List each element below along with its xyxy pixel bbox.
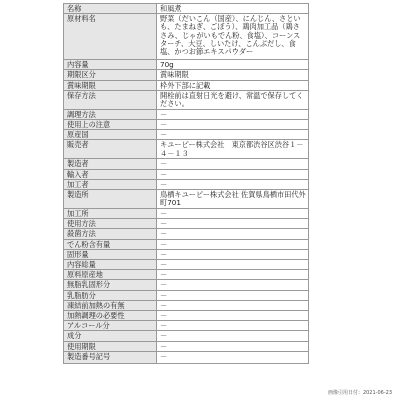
spec-row-label: 賞味期限 bbox=[64, 80, 157, 90]
spec-row-value: 賞味期限 bbox=[157, 70, 309, 80]
spec-row-value: － bbox=[157, 270, 309, 280]
spec-row-value: － bbox=[157, 260, 309, 270]
spec-row bbox=[64, 219, 309, 229]
spec-row bbox=[64, 190, 309, 209]
spec-row-label: 内容総量 bbox=[64, 260, 157, 270]
spec-row-label: 名称 bbox=[64, 4, 157, 14]
spec-row-label: 製造番号記号 bbox=[64, 351, 157, 363]
spec-row bbox=[64, 331, 309, 341]
spec-row bbox=[64, 351, 309, 363]
spec-row-label: 殺菌方法 bbox=[64, 229, 157, 239]
spec-row bbox=[64, 270, 309, 280]
spec-row-value: 和風煮 bbox=[157, 4, 309, 14]
spec-row-value: 鳥栖キユーピー株式会社 佐賀県鳥栖市田代外町701 bbox=[157, 190, 309, 209]
spec-row bbox=[64, 290, 309, 300]
spec-row-value: － bbox=[157, 341, 309, 351]
spec-row bbox=[64, 60, 309, 70]
spec-row bbox=[64, 321, 309, 331]
spec-row bbox=[64, 120, 309, 130]
spec-row-label: 製造所 bbox=[64, 190, 157, 209]
spec-row bbox=[64, 130, 309, 140]
spec-row-label: 原料原産地 bbox=[64, 270, 157, 280]
spec-row-label: 加工所 bbox=[64, 209, 157, 219]
spec-row-label: 原材料名 bbox=[64, 14, 157, 60]
spec-row-label: 内容量 bbox=[64, 60, 157, 70]
spec-row-value: 枠外下部に記載 bbox=[157, 80, 309, 90]
spec-row-label: 固形量 bbox=[64, 249, 157, 259]
spec-row-value: － bbox=[157, 130, 309, 140]
spec-row-label: 輸入者 bbox=[64, 169, 157, 179]
spec-row-value: 70g bbox=[157, 60, 309, 70]
spec-row-value: － bbox=[157, 219, 309, 229]
spec-row-label: 製造者 bbox=[64, 159, 157, 169]
spec-row-label: 使用上の注意 bbox=[64, 120, 157, 130]
spec-row bbox=[64, 311, 309, 321]
spec-row bbox=[64, 70, 309, 80]
spec-row bbox=[64, 140, 309, 159]
spec-row-label: 凍結前加熱の有無 bbox=[64, 300, 157, 310]
spec-row-value: － bbox=[157, 321, 309, 331]
spec-row bbox=[64, 169, 309, 179]
spec-row bbox=[64, 239, 309, 249]
spec-row-value: － bbox=[157, 331, 309, 341]
spec-row-value: － bbox=[157, 300, 309, 310]
spec-row bbox=[64, 4, 309, 14]
spec-row-value: － bbox=[157, 209, 309, 219]
spec-row bbox=[64, 249, 309, 259]
spec-row bbox=[64, 300, 309, 310]
spec-row bbox=[64, 109, 309, 119]
spec-row bbox=[64, 14, 309, 60]
product-spec-table bbox=[63, 3, 309, 364]
spec-row bbox=[64, 280, 309, 290]
spec-row-value: － bbox=[157, 351, 309, 363]
spec-row-label: 無脂乳固形分 bbox=[64, 280, 157, 290]
spec-row-label: でん粉含有量 bbox=[64, 239, 157, 249]
spec-row-value: － bbox=[157, 311, 309, 321]
spec-row-value: 野菜（だいこん（国産）、にんじん、さといも、たまねぎ、ごぼう）、鶏肉加工品（鶏ささみ、じゃがいもでん粉、食塩）、コーンスターチ、大豆、しいたけ、こんぶだし、食塩、かつお節エキスパウダー bbox=[157, 14, 309, 60]
spec-row-value: － bbox=[157, 169, 309, 179]
spec-row-label: アルコール分 bbox=[64, 321, 157, 331]
spec-row-label: 成分 bbox=[64, 331, 157, 341]
spec-row bbox=[64, 80, 309, 90]
spec-row-value: キユーピー株式会社 東京都渋谷区渋谷１－４－１３ bbox=[157, 140, 309, 159]
spec-row bbox=[64, 260, 309, 270]
spec-row-label: 使用期限 bbox=[64, 341, 157, 351]
spec-row-value: － bbox=[157, 229, 309, 239]
spec-row bbox=[64, 209, 309, 219]
spec-row bbox=[64, 229, 309, 239]
spec-row-value: － bbox=[157, 249, 309, 259]
spec-row-value: － bbox=[157, 109, 309, 119]
image-citation-date: 画像引用日付：2021-06-23 bbox=[327, 390, 392, 396]
spec-row-label: 使用方法 bbox=[64, 219, 157, 229]
spec-row-value: － bbox=[157, 159, 309, 169]
spec-row-label: 原産国 bbox=[64, 130, 157, 140]
spec-row-value: － bbox=[157, 120, 309, 130]
spec-row bbox=[64, 159, 309, 169]
spec-row bbox=[64, 179, 309, 189]
spec-row-label: 期限区分 bbox=[64, 70, 157, 80]
spec-row-value: － bbox=[157, 239, 309, 249]
spec-table-body bbox=[64, 4, 309, 364]
spec-row-value: － bbox=[157, 179, 309, 189]
spec-row bbox=[64, 90, 309, 109]
spec-row-label: 保存方法 bbox=[64, 90, 157, 109]
spec-row-value: － bbox=[157, 280, 309, 290]
spec-row-label: 加工者 bbox=[64, 179, 157, 189]
spec-row-label: 加熱調理の必要性 bbox=[64, 311, 157, 321]
spec-row-label: 調理方法 bbox=[64, 109, 157, 119]
spec-row-label: 販売者 bbox=[64, 140, 157, 159]
spec-row-value: 開栓前は直射日光を避け、常温で保存してください。 bbox=[157, 90, 309, 109]
spec-row bbox=[64, 341, 309, 351]
spec-row-value: － bbox=[157, 290, 309, 300]
spec-row-label: 乳脂肪分 bbox=[64, 290, 157, 300]
